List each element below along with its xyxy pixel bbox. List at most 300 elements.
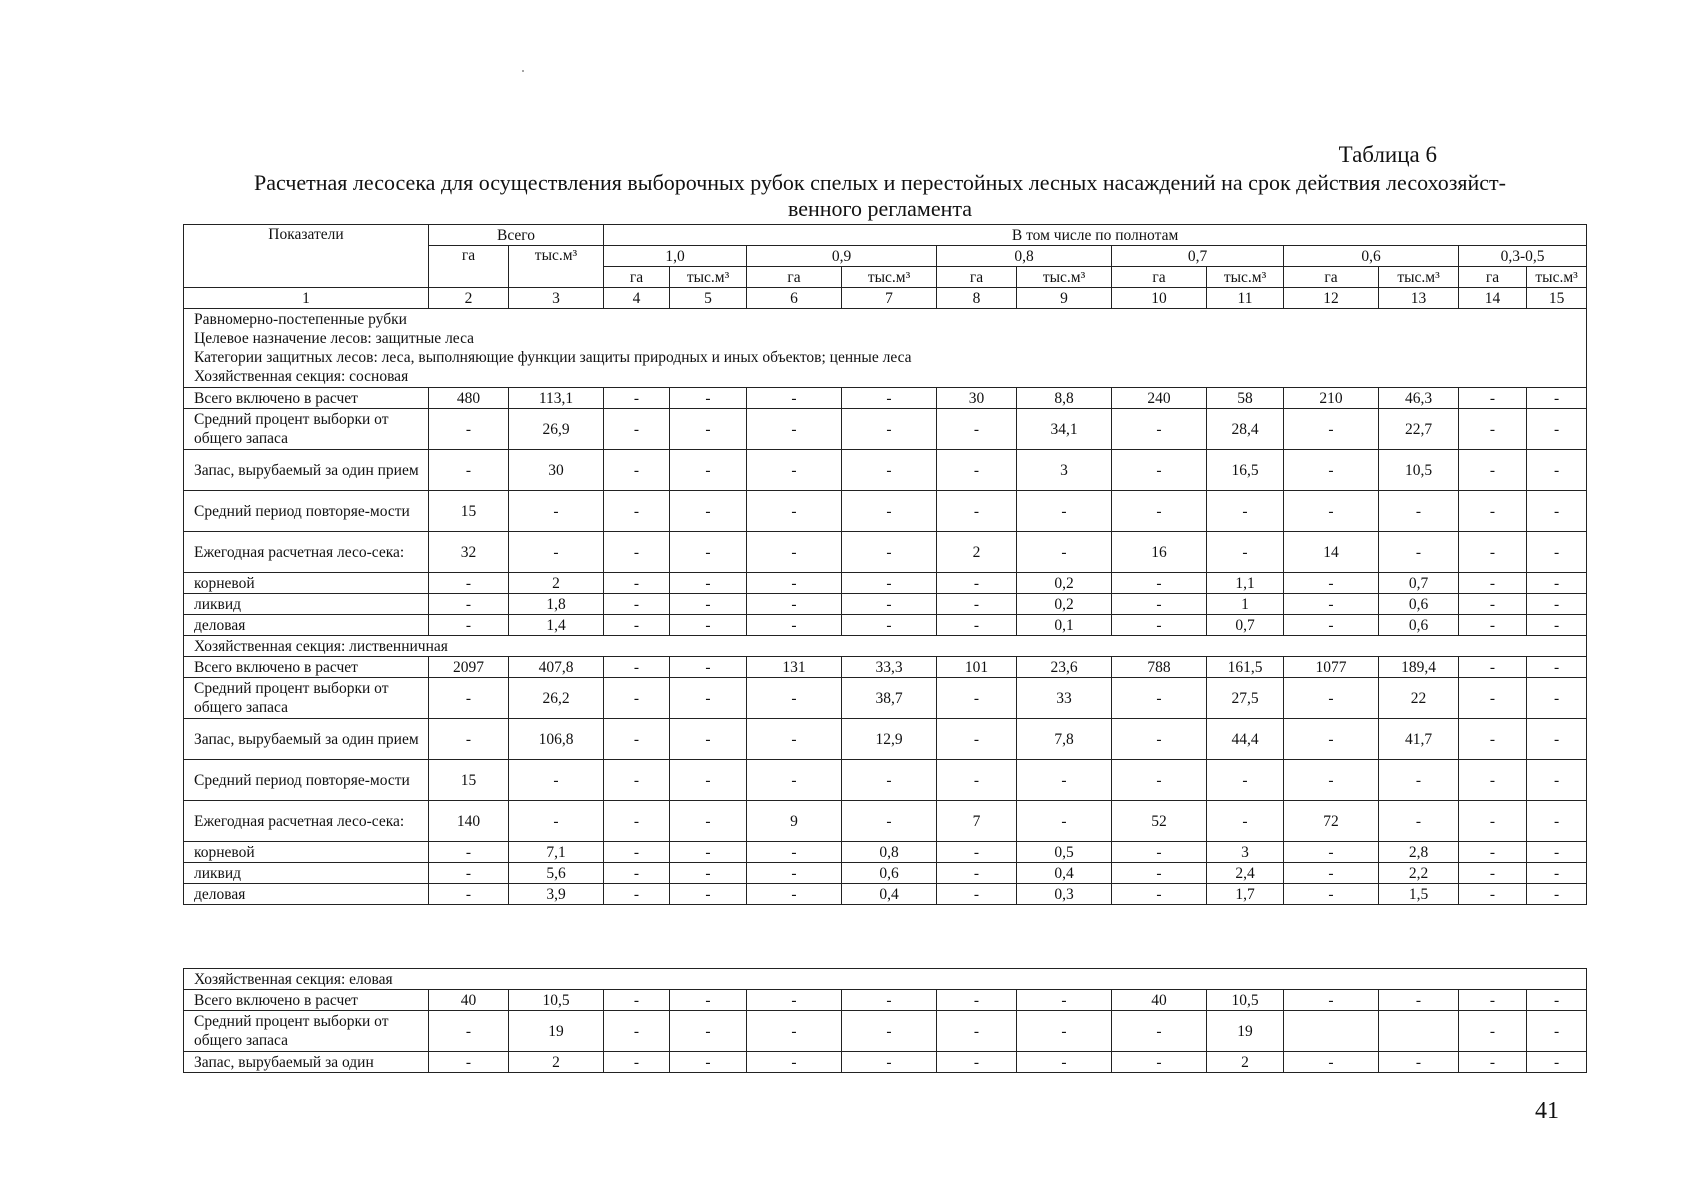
table-cell: -: [509, 532, 604, 573]
row-label: Всего включено в расчет: [184, 990, 429, 1011]
table-cell: -: [842, 532, 937, 573]
table-cell: 38,7: [842, 678, 937, 719]
table-cell: -: [429, 573, 509, 594]
table-cell: 0,7: [1207, 615, 1284, 636]
column-number: 15: [1527, 288, 1587, 309]
table-cell: 131: [747, 657, 842, 678]
table-cell: -: [1459, 1011, 1527, 1052]
table-cell: -: [429, 863, 509, 884]
column-number: 2: [429, 288, 509, 309]
table-cell: -: [604, 760, 670, 801]
table-cell: -: [937, 491, 1017, 532]
table-cell: 3,9: [509, 884, 604, 905]
table-cell: -: [1112, 573, 1207, 594]
table-cell: 1: [1207, 594, 1284, 615]
row-label: корневой: [184, 842, 429, 863]
table-cell: -: [604, 678, 670, 719]
table-cell: -: [842, 760, 937, 801]
table-cell: -: [1379, 760, 1459, 801]
table-cell: -: [670, 388, 747, 409]
table-cell: 44,4: [1207, 719, 1284, 760]
table-cell: 0,4: [842, 884, 937, 905]
table-cell: 7,8: [1017, 719, 1112, 760]
table-cell: -: [1017, 990, 1112, 1011]
table-cell: -: [1527, 594, 1587, 615]
table-cell: -: [1284, 450, 1379, 491]
table-cell: 0,6: [1379, 594, 1459, 615]
table-cell: -: [604, 801, 670, 842]
table-cell: -: [1112, 678, 1207, 719]
table-cell: -: [1207, 760, 1284, 801]
table-cell: -: [1527, 801, 1587, 842]
continuation-table: [183, 968, 1587, 1073]
table-cell: -: [747, 1011, 842, 1052]
table-cell: -: [1017, 801, 1112, 842]
table-cell: -: [1112, 1011, 1207, 1052]
table-cell: -: [604, 990, 670, 1011]
row-label: ликвид: [184, 863, 429, 884]
table-row: [184, 1011, 1587, 1052]
table-cell: 1,7: [1207, 884, 1284, 905]
table-cell: -: [1527, 388, 1587, 409]
table-cell: 16,5: [1207, 450, 1284, 491]
header-total-ha: га: [429, 246, 509, 288]
table-cell: 2,8: [1379, 842, 1459, 863]
table-cell: 0,6: [842, 863, 937, 884]
table-cell: -: [604, 450, 670, 491]
table-cell: -: [604, 532, 670, 573]
title-line-1: Расчетная лесосека для осуществления выборочных рубок спелых и перестойных лесных насаждений на срок действия лесохозяйст-: [254, 170, 1506, 195]
table-cell: 10,5: [1379, 450, 1459, 491]
column-number: 11: [1207, 288, 1284, 309]
table-cell: -: [509, 801, 604, 842]
table-cell: -: [1379, 491, 1459, 532]
table-cell: 0,7: [1379, 573, 1459, 594]
table-cell: -: [1459, 573, 1527, 594]
table-cell: 28,4: [1207, 409, 1284, 450]
section-heading: Хозяйственная секция: еловая: [184, 969, 1587, 990]
table-cell: -: [1284, 573, 1379, 594]
table-row: [184, 1052, 1587, 1073]
header-unit-ha: га: [1284, 267, 1379, 288]
intro-line: Хозяйственная секция: сосновая: [194, 368, 409, 385]
table-cell: 2,4: [1207, 863, 1284, 884]
table-cell: -: [670, 1052, 747, 1073]
table-cell: -: [1284, 990, 1379, 1011]
table-cell: 32: [429, 532, 509, 573]
table-cell: -: [1284, 615, 1379, 636]
table-cell: -: [1527, 532, 1587, 573]
table-cell: -: [429, 1011, 509, 1052]
table-cell: -: [842, 450, 937, 491]
table-caption: Таблица 6: [1338, 142, 1437, 167]
table-row: [184, 990, 1587, 1011]
table-cell: 40: [1112, 990, 1207, 1011]
table-cell: 58: [1207, 388, 1284, 409]
table-cell: -: [670, 657, 747, 678]
row-label: деловая: [184, 884, 429, 905]
table-cell: -: [604, 615, 670, 636]
table-cell: 19: [1207, 1011, 1284, 1052]
table-cell: 407,8: [509, 657, 604, 678]
table-cell: 30: [509, 450, 604, 491]
table-cell: -: [1112, 842, 1207, 863]
table-row: [184, 615, 1587, 636]
table-cell: -: [747, 990, 842, 1011]
column-number: 6: [747, 288, 842, 309]
table-cell: -: [937, 573, 1017, 594]
table-cell: -: [1379, 801, 1459, 842]
table-cell: -: [1459, 594, 1527, 615]
table-cell: 2097: [429, 657, 509, 678]
intro-block: [184, 309, 1587, 388]
table-cell: 72: [1284, 801, 1379, 842]
table-cell: 33,3: [842, 657, 937, 678]
table-cell: -: [1459, 491, 1527, 532]
table-cell: -: [604, 657, 670, 678]
table-cell: -: [1017, 760, 1112, 801]
row-label: Средний процент выборки от общего запаса: [184, 678, 429, 719]
table-cell: -: [1284, 842, 1379, 863]
column-number: 9: [1017, 288, 1112, 309]
table-cell: -: [670, 801, 747, 842]
table-cell: 0,3: [1017, 884, 1112, 905]
table-cell: -: [1527, 760, 1587, 801]
table-cell: -: [670, 760, 747, 801]
table-cell: 3: [1017, 450, 1112, 491]
row-label: Ежегодная расчетная лесо-сека:: [184, 532, 429, 573]
table-cell: -: [429, 678, 509, 719]
table-cell: -: [747, 491, 842, 532]
table-cell: -: [937, 842, 1017, 863]
header-unit-thm3: тыс.м³: [670, 267, 747, 288]
table-row: [184, 657, 1587, 678]
table-cell: -: [1459, 760, 1527, 801]
table-cell: -: [937, 594, 1017, 615]
table-cell: 41,7: [1379, 719, 1459, 760]
table-cell: -: [670, 884, 747, 905]
table-cell: 0,4: [1017, 863, 1112, 884]
row-label: Средний период повторяе-мости: [184, 760, 429, 801]
header-total-thm3: тыс.м³: [509, 246, 604, 288]
table-cell: -: [429, 615, 509, 636]
table-cell: -: [1112, 491, 1207, 532]
table-cell: -: [747, 842, 842, 863]
table-cell: -: [842, 388, 937, 409]
table-cell: 34,1: [1017, 409, 1112, 450]
table-cell: 1077: [1284, 657, 1379, 678]
table-cell: 22,7: [1379, 409, 1459, 450]
table-cell: 19: [509, 1011, 604, 1052]
table-cell: 22: [1379, 678, 1459, 719]
column-number: 7: [842, 288, 937, 309]
table-cell: -: [1017, 532, 1112, 573]
table-cell: 33: [1017, 678, 1112, 719]
table-cell: 240: [1112, 388, 1207, 409]
table-cell: -: [1527, 884, 1587, 905]
table-cell: -: [1459, 863, 1527, 884]
table-cell: -: [670, 863, 747, 884]
table-cell: -: [429, 842, 509, 863]
header-density: 0,8: [937, 246, 1112, 267]
table-cell: 52: [1112, 801, 1207, 842]
table-cell: -: [429, 594, 509, 615]
table-cell: -: [670, 409, 747, 450]
table-cell: [1379, 1011, 1459, 1052]
table-cell: -: [1527, 1011, 1587, 1052]
table-cell: -: [509, 760, 604, 801]
row-label: корневой: [184, 573, 429, 594]
table-cell: -: [1527, 863, 1587, 884]
table-cell: -: [1284, 1052, 1379, 1073]
table-cell: -: [747, 719, 842, 760]
table-cell: -: [747, 863, 842, 884]
table-cell: -: [747, 573, 842, 594]
table-cell: -: [747, 409, 842, 450]
table-cell: -: [1459, 990, 1527, 1011]
header-unit-thm3: тыс.м³: [1017, 267, 1112, 288]
table-cell: -: [1459, 657, 1527, 678]
header-unit-thm3: тыс.м³: [1527, 267, 1587, 288]
table-cell: 9: [747, 801, 842, 842]
table-cell: 7,1: [509, 842, 604, 863]
header-unit-thm3: тыс.м³: [1379, 267, 1459, 288]
table-row: [184, 678, 1587, 719]
table-cell: 26,9: [509, 409, 604, 450]
table-cell: -: [842, 1052, 937, 1073]
column-number: 5: [670, 288, 747, 309]
table-cell: -: [604, 594, 670, 615]
table-cell: -: [1527, 615, 1587, 636]
table-cell: 0,2: [1017, 573, 1112, 594]
table-cell: 0,5: [1017, 842, 1112, 863]
table-cell: -: [1207, 491, 1284, 532]
table-cell: -: [747, 594, 842, 615]
table-cell: 12,9: [842, 719, 937, 760]
column-number: 4: [604, 288, 670, 309]
table-cell: 101: [937, 657, 1017, 678]
table-row: [184, 450, 1587, 491]
table-cell: -: [604, 409, 670, 450]
table-cell: -: [1527, 678, 1587, 719]
table-cell: 2: [937, 532, 1017, 573]
table-cell: 189,4: [1379, 657, 1459, 678]
column-number: 1: [184, 288, 429, 309]
table-row: [184, 719, 1587, 760]
table-cell: -: [1112, 863, 1207, 884]
table-cell: -: [842, 615, 937, 636]
table-cell: -: [747, 884, 842, 905]
table-cell: -: [1459, 1052, 1527, 1073]
table-cell: -: [670, 532, 747, 573]
table-cell: -: [670, 615, 747, 636]
table-cell: -: [937, 450, 1017, 491]
table-cell: 40: [429, 990, 509, 1011]
table-cell: -: [747, 615, 842, 636]
table-cell: 1,8: [509, 594, 604, 615]
table-cell: -: [604, 842, 670, 863]
table-cell: -: [937, 990, 1017, 1011]
table-cell: -: [1459, 842, 1527, 863]
table-cell: -: [670, 842, 747, 863]
table-cell: -: [747, 532, 842, 573]
table-cell: -: [842, 1011, 937, 1052]
section-row: [184, 636, 1587, 657]
table-cell: -: [1112, 409, 1207, 450]
table-row: [184, 491, 1587, 532]
table-cell: -: [1284, 409, 1379, 450]
table-cell: -: [1527, 719, 1587, 760]
page-number: 41: [1535, 1098, 1559, 1124]
column-number: 3: [509, 288, 604, 309]
table-cell: -: [670, 990, 747, 1011]
table-row: [184, 388, 1587, 409]
table-cell: 210: [1284, 388, 1379, 409]
row-label: Средний период повторяе-мости: [184, 491, 429, 532]
table-cell: 10,5: [509, 990, 604, 1011]
table-row: [184, 532, 1587, 573]
table-cell: 2,2: [1379, 863, 1459, 884]
row-label: деловая: [184, 615, 429, 636]
table-cell: -: [1284, 719, 1379, 760]
table-cell: -: [670, 491, 747, 532]
table-cell: 10,5: [1207, 990, 1284, 1011]
table-cell: -: [1112, 450, 1207, 491]
table-cell: -: [842, 594, 937, 615]
table-cell: 15: [429, 760, 509, 801]
table-cell: -: [670, 573, 747, 594]
table-row: [184, 594, 1587, 615]
table-cell: -: [937, 678, 1017, 719]
intro-line: Категории защитных лесов: леса, выполняющие функции защиты природных и иных объектов; ценные леса: [194, 349, 912, 366]
table-cell: 2: [509, 573, 604, 594]
column-number: 12: [1284, 288, 1379, 309]
table-cell: -: [1459, 409, 1527, 450]
table-cell: -: [842, 573, 937, 594]
row-label: Ежегодная расчетная лесо-сека:: [184, 801, 429, 842]
table-cell: -: [937, 719, 1017, 760]
table-cell: -: [1379, 990, 1459, 1011]
table-cell: -: [1379, 1052, 1459, 1073]
table-cell: 5,6: [509, 863, 604, 884]
table-cell: -: [429, 719, 509, 760]
column-number: 8: [937, 288, 1017, 309]
table-cell: -: [604, 719, 670, 760]
document-title: [180, 170, 1580, 222]
table-cell: -: [1284, 594, 1379, 615]
table-cell: -: [1112, 594, 1207, 615]
header-unit-thm3: тыс.м³: [1207, 267, 1284, 288]
table-cell: 46,3: [1379, 388, 1459, 409]
table-cell: -: [937, 1011, 1017, 1052]
table-cell: -: [937, 760, 1017, 801]
table-cell: 2: [509, 1052, 604, 1073]
header-density: 1,0: [604, 246, 747, 267]
header-density: 0,6: [1284, 246, 1459, 267]
table-cell: -: [1284, 678, 1379, 719]
table-cell: -: [937, 863, 1017, 884]
row-label: Запас, вырубаемый за один прием: [184, 719, 429, 760]
table-cell: -: [1459, 801, 1527, 842]
header-indicators: Показатели: [184, 225, 429, 288]
table-cell: 140: [429, 801, 509, 842]
table-cell: 0,1: [1017, 615, 1112, 636]
table-cell: 0,2: [1017, 594, 1112, 615]
table-cell: -: [842, 409, 937, 450]
row-label: Всего включено в расчет: [184, 388, 429, 409]
table-cell: -: [1017, 1011, 1112, 1052]
table-cell: -: [1527, 842, 1587, 863]
table-cell: -: [1459, 615, 1527, 636]
table-row: [184, 863, 1587, 884]
table-row: [184, 884, 1587, 905]
table-cell: -: [747, 1052, 842, 1073]
table-row: [184, 573, 1587, 594]
table-cell: -: [1527, 657, 1587, 678]
table-cell: -: [604, 1052, 670, 1073]
table-cell: 26,2: [509, 678, 604, 719]
table-cell: -: [1459, 388, 1527, 409]
header-unit-thm3: тыс.м³: [842, 267, 937, 288]
table-cell: -: [1207, 532, 1284, 573]
header-unit-ha: га: [1459, 267, 1527, 288]
table-cell: -: [1527, 409, 1587, 450]
table-cell: -: [604, 884, 670, 905]
table-row: [184, 409, 1587, 450]
table-cell: -: [937, 615, 1017, 636]
table-cell: -: [1459, 884, 1527, 905]
table-cell: -: [1527, 1052, 1587, 1073]
table-cell: -: [1459, 719, 1527, 760]
table-cell: -: [1379, 532, 1459, 573]
table-cell: -: [1527, 990, 1587, 1011]
header-density: 0,9: [747, 246, 937, 267]
table-cell: -: [1527, 450, 1587, 491]
row-label: Средний процент выборки от общего запаса: [184, 1011, 429, 1052]
table-cell: -: [747, 678, 842, 719]
row-label: Средний процент выборки от общего запаса: [184, 409, 429, 450]
table-cell: -: [937, 884, 1017, 905]
table-cell: -: [1459, 532, 1527, 573]
table-cell: 480: [429, 388, 509, 409]
table-cell: -: [429, 884, 509, 905]
table-cell: 3: [1207, 842, 1284, 863]
column-number: 13: [1379, 288, 1459, 309]
column-number: 14: [1459, 288, 1527, 309]
table-cell: 0,8: [842, 842, 937, 863]
table-cell: -: [1112, 719, 1207, 760]
table-cell: -: [429, 1052, 509, 1073]
table-cell: -: [604, 863, 670, 884]
scan-speck: [522, 70, 524, 72]
table-cell: -: [1284, 863, 1379, 884]
table-cell: -: [1459, 678, 1527, 719]
table-cell: -: [747, 388, 842, 409]
header-unit-ha: га: [747, 267, 842, 288]
row-label: Всего включено в расчет: [184, 657, 429, 678]
table-cell: 106,8: [509, 719, 604, 760]
column-number: 10: [1112, 288, 1207, 309]
table-cell: 14: [1284, 532, 1379, 573]
row-label: Запас, вырубаемый за один прием: [184, 450, 429, 491]
table-cell: 1,4: [509, 615, 604, 636]
table-cell: -: [604, 573, 670, 594]
table-cell: -: [1112, 1052, 1207, 1073]
section-heading: Хозяйственная секция: лиственничная: [184, 636, 1587, 657]
table-cell: -: [429, 450, 509, 491]
table-cell: 15: [429, 491, 509, 532]
table-cell: -: [1284, 491, 1379, 532]
